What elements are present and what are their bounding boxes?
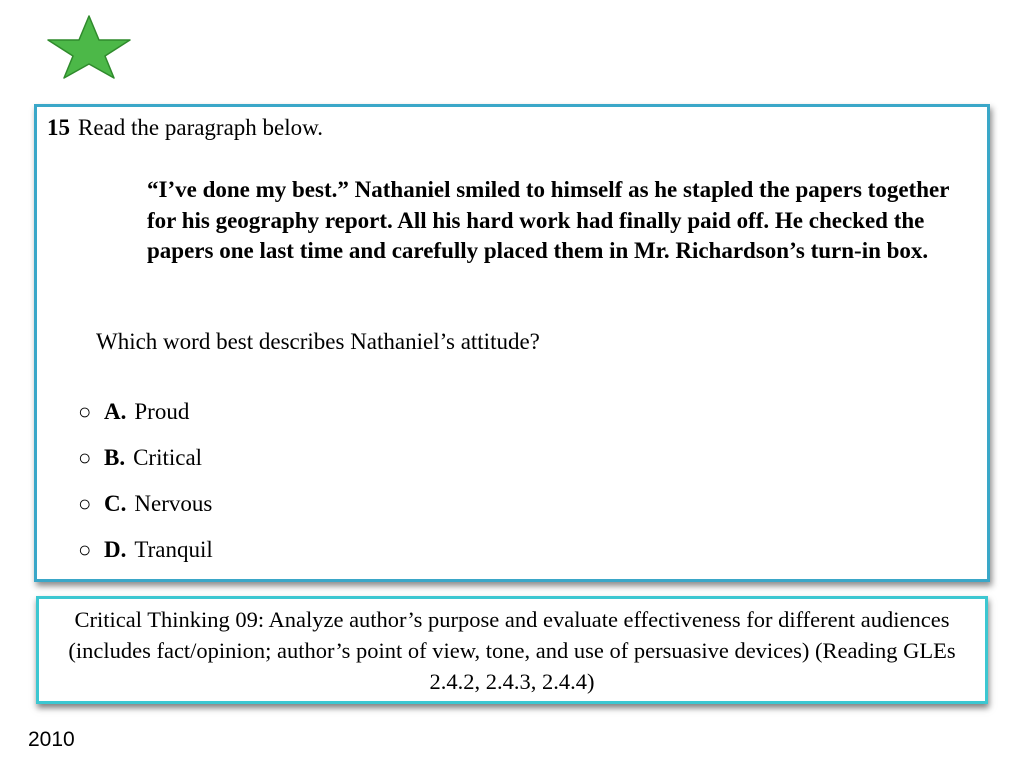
choice-text: Critical	[133, 445, 203, 470]
standard-box	[36, 596, 988, 704]
answer-choices	[78, 399, 213, 583]
reading-passage: “I’ve done my best.” Nathaniel smiled to himself as he stapled the papers together for his geography report. All his hard work had finally paid off. He checked the papers one last time and carefully placed them in Mr. Richardson’s turn-in box.	[147, 177, 949, 263]
question-header	[47, 115, 323, 141]
radio-button-icon[interactable]: ○	[78, 491, 92, 516]
standard-description: Critical Thinking 09: Analyze author’s purpose and evaluate effectiveness for different audiences (includes fact/opinion; author’s point of view, tone, and use of persuasive devices) (Reading GLEs 2.4.2, 2.4.3, 2.4.4)	[68, 606, 956, 694]
choice-letter: B.	[104, 445, 126, 470]
answer-choice-b[interactable]	[78, 445, 213, 491]
question-instruction: Read the paragraph below.	[78, 115, 324, 140]
answer-choice-d[interactable]	[78, 537, 213, 583]
question-number: 15	[47, 115, 70, 140]
year-label: 2010	[28, 728, 75, 751]
choice-letter: A.	[104, 399, 127, 424]
question-box	[34, 104, 990, 582]
radio-button-icon[interactable]: ○	[78, 537, 92, 562]
question-prompt: Which word best describes Nathaniel’s attitude?	[96, 329, 540, 354]
star-icon	[46, 14, 132, 80]
radio-button-icon[interactable]: ○	[78, 445, 92, 470]
radio-button-icon[interactable]: ○	[78, 399, 92, 424]
answer-choice-c[interactable]	[78, 491, 213, 537]
choice-letter: C.	[104, 491, 127, 516]
choice-text: Nervous	[134, 491, 213, 516]
answer-choice-a[interactable]	[78, 399, 213, 445]
choice-text: Tranquil	[134, 537, 213, 562]
choice-text: Proud	[134, 399, 190, 424]
choice-letter: D.	[104, 537, 127, 562]
